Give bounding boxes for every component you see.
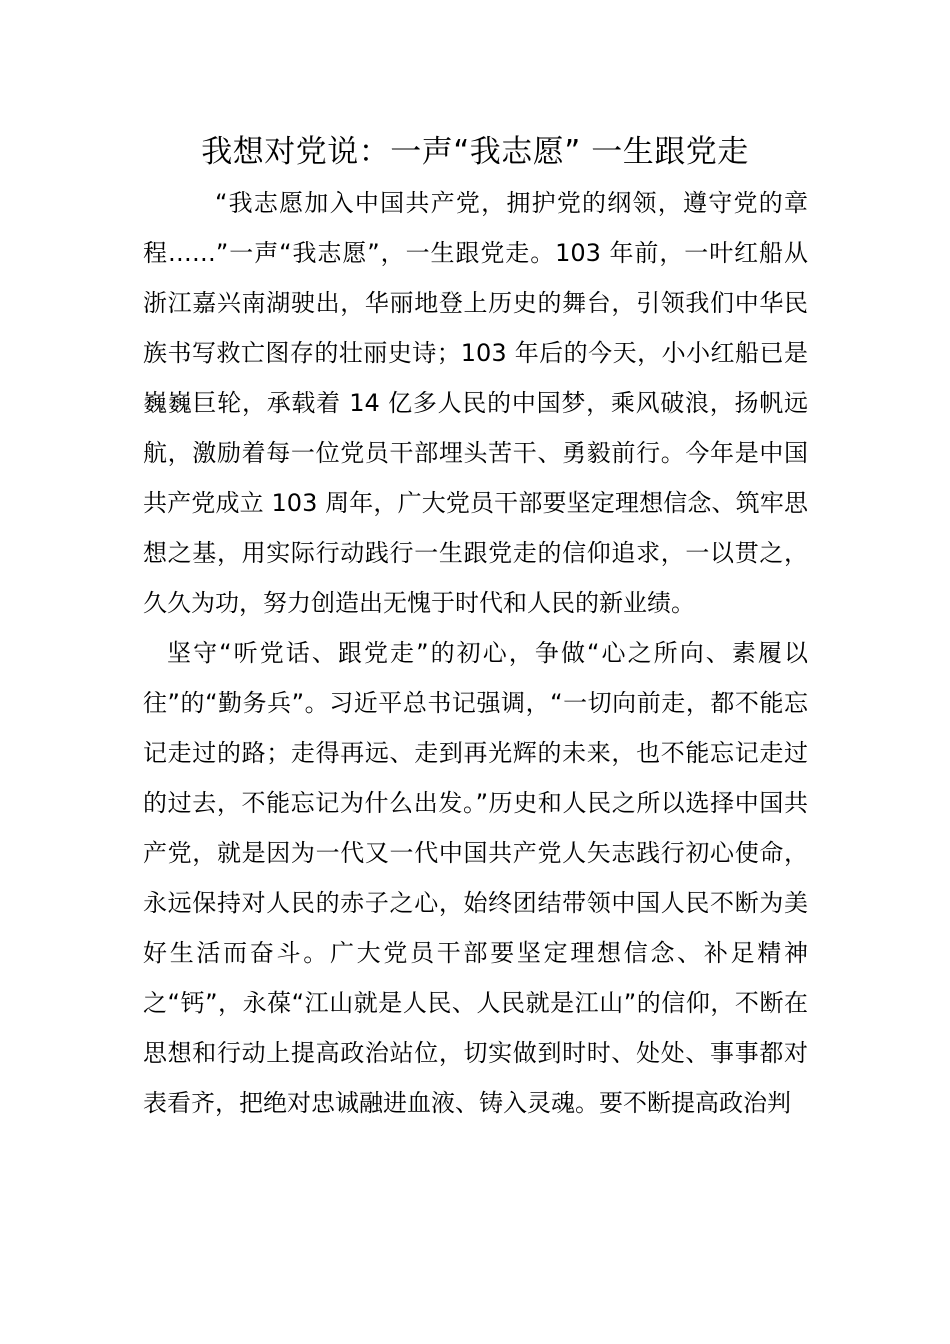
document-title: 我想对党说：一声“我志愿” 一生跟党走 — [201, 134, 749, 170]
document-body — [143, 178, 808, 1128]
paragraph-original-aspiration: 坚守“听党话、跟党走”的初心，争做“心之所向、素履以往”的“勤务兵”。习近平总书记强调，“一切向前走，都不能忘记走过的路；走得再远、走到再光辉的未来，也不能忘记走过的过去，不能忘记为什么出发。”历史和人民之所以选择中国共产党，就是因为一代又一代中国共产党人矢志践行初心使命，永远保持对人民的赤子之心，始终团结带领中国人民不断为美好生活而奋斗。广大党员干部要坚定理想信念、补足精神之“钙”，永葆“江山就是人民、人民就是江山”的信仰，不断在思想和行动上提高政治站位，切实做到时时、处处、事事都对表看齐，把绝对忠诚融进血液、铸入灵魂。要不断提高政治判 — [143, 639, 808, 1117]
paragraph-intro: “我志愿加入中国共产党，拥护党的纲领，遵守党的章程……”一声“我志愿”，一生跟党走。103 年前，一叶红船从浙江嘉兴南湖驶出，华丽地登上历史的舞台，引领我们中华民族书写救亡图存的壮丽史诗；103 年后的今天，小小红船已是巍巍巨轮，承载着 14 亿多人民的中国梦，乘风破浪，扬帆远航，激励着每一位党员干部埋头苦干、勇毅前行。今年是中国共产党成立 103 周年，广大党员干部要坚定理想信念、筑牢思想之基，用实际行动践行一生跟党走的信仰追求，一以贯之，久久为功，努力创造出无愧于时代和人民的新业绩。 — [143, 189, 808, 617]
